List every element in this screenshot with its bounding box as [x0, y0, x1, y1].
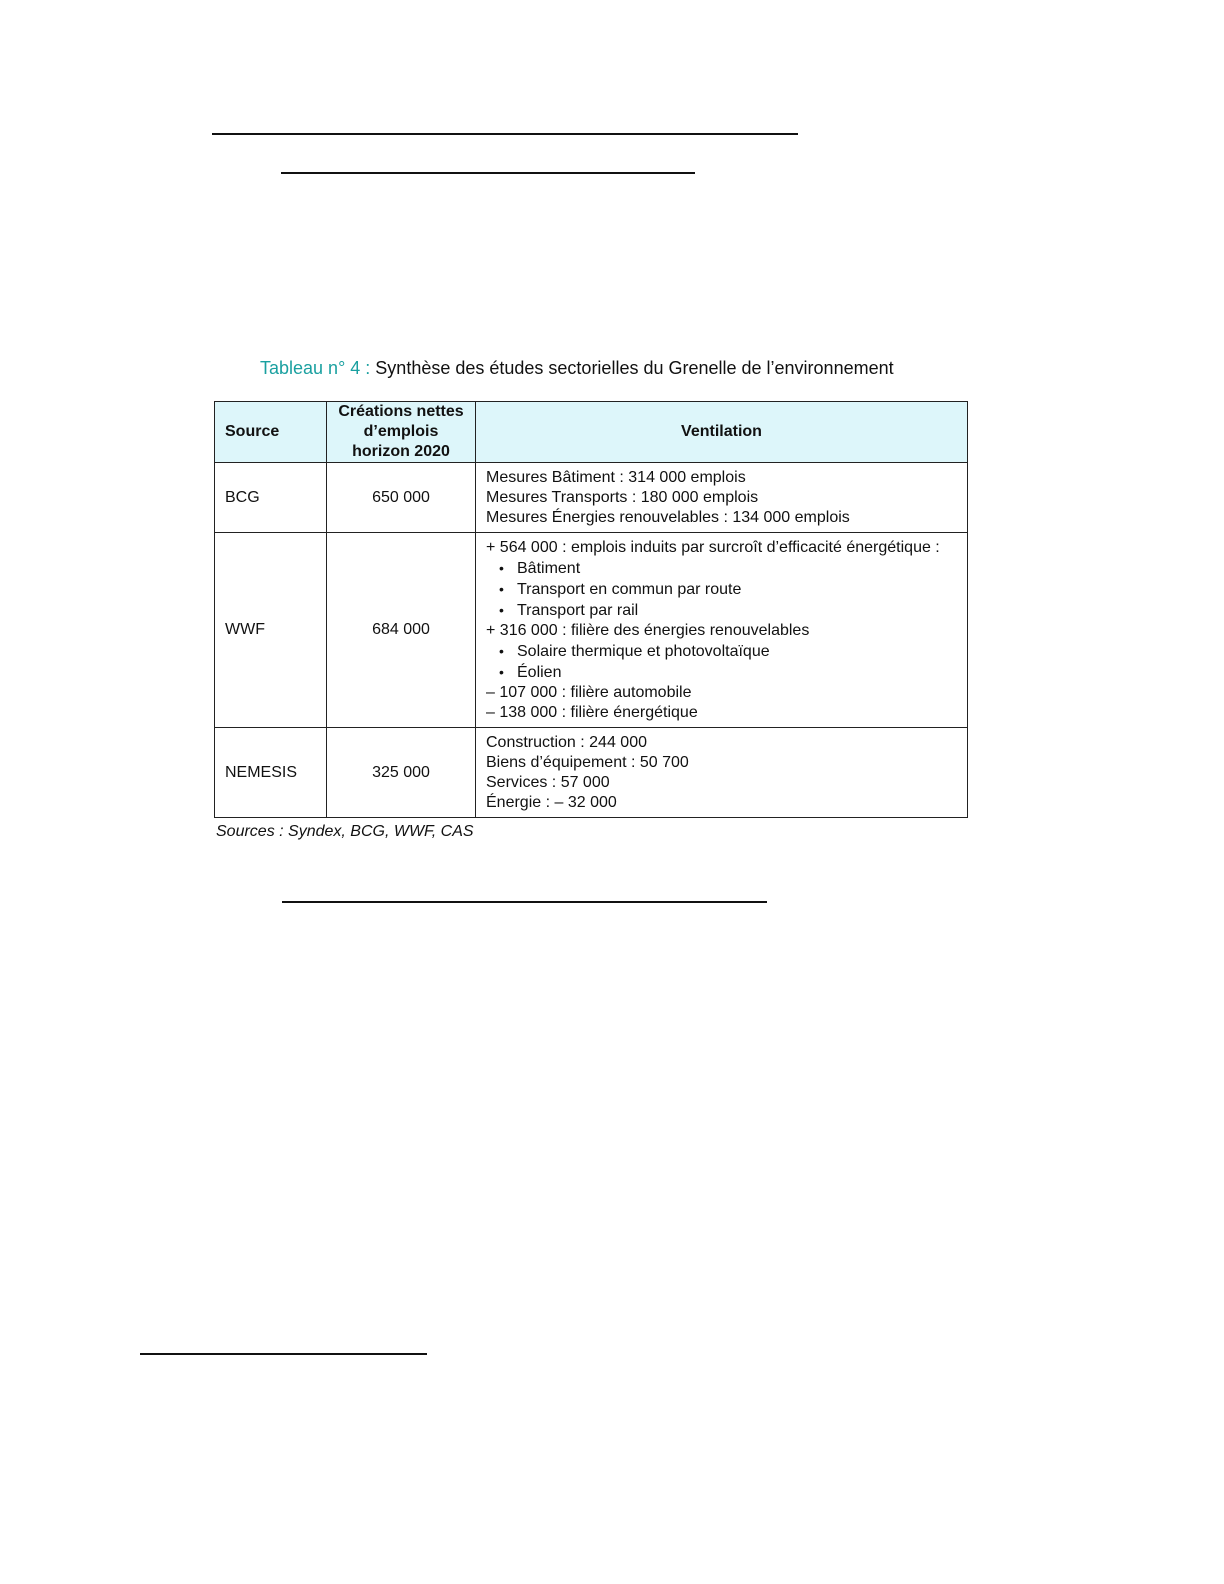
- ventilation-text: Bâtiment: [517, 560, 581, 577]
- footnote-separator: [140, 1353, 427, 1355]
- ventilation-line: Biens d’équipement : 50 700: [486, 754, 689, 771]
- ventilation-text: Solaire thermique et photovoltaïque: [517, 643, 770, 660]
- ventilation-line: – 138 000 : filière énergétique: [486, 704, 698, 721]
- cell-source: NEMESIS: [215, 728, 327, 818]
- ventilation-line: Services : 57 000: [486, 774, 610, 791]
- header-ventilation: Ventilation: [476, 402, 968, 463]
- cell-jobs: 325 000: [327, 728, 476, 818]
- header-jobs-line: Créations nettes: [338, 403, 464, 420]
- ventilation-bullet-item: [486, 558, 957, 579]
- divider-line: [212, 133, 798, 135]
- table-body: [215, 463, 968, 818]
- ventilation-text: Transport en commun par route: [517, 581, 742, 598]
- ventilation-line: Mesures Transports : 180 000 emplois: [486, 489, 759, 506]
- ventilation-line: Mesures Bâtiment : 314 000 emplois: [486, 469, 746, 486]
- ventilation-line: Construction : 244 000: [486, 734, 647, 751]
- header-source: Source: [215, 402, 327, 463]
- ventilation-line: Énergie : – 32 000: [486, 794, 617, 811]
- header-jobs-line: d’emplois: [363, 423, 439, 440]
- caption-prefix: Tableau n° 4 :: [260, 358, 371, 378]
- ventilation-bullet-item: [486, 600, 957, 621]
- header-jobs-line: horizon 2020: [352, 443, 450, 460]
- ventilation-text: Transport par rail: [517, 602, 639, 619]
- table-caption: [260, 358, 894, 379]
- divider-line: [282, 901, 767, 903]
- ventilation-line: – 107 000 : filière automobile: [486, 684, 692, 701]
- cell-ventilation: [476, 728, 968, 818]
- ventilation-line: + 316 000 : filière des énergies renouvelables: [486, 622, 810, 639]
- table-header-row: [215, 402, 968, 463]
- ventilation-line: Mesures Énergies renouvelables : 134 000 emplois: [486, 509, 850, 526]
- table-row: [215, 533, 968, 728]
- cell-jobs: 650 000: [327, 463, 476, 533]
- cell-ventilation: [476, 533, 968, 728]
- bullet-icon: •: [499, 643, 504, 659]
- cell-source: WWF: [215, 533, 327, 728]
- bullet-icon: •: [499, 602, 504, 618]
- table-row: [215, 463, 968, 533]
- bullet-icon: •: [499, 664, 504, 680]
- ventilation-bullet-item: [486, 641, 957, 662]
- bullet-icon: •: [499, 560, 504, 576]
- caption-text: Synthèse des études sectorielles du Grenelle de l’environnement: [375, 358, 894, 378]
- ventilation-line: + 564 000 : emplois induits par surcroît d’efficacité énergétique :: [486, 539, 940, 556]
- ventilation-bullet-item: [486, 662, 957, 683]
- ventilation-bullet-item: [486, 579, 957, 600]
- cell-ventilation: [476, 463, 968, 533]
- table-row: [215, 728, 968, 818]
- cell-jobs: 684 000: [327, 533, 476, 728]
- bullet-icon: •: [499, 581, 504, 597]
- header-jobs: [327, 402, 476, 463]
- cell-source: BCG: [215, 463, 327, 533]
- ventilation-text: Éolien: [517, 664, 562, 681]
- synthesis-table: [214, 401, 968, 818]
- divider-line: [281, 172, 695, 174]
- sources-note: Sources : Syndex, BCG, WWF, CAS: [216, 823, 474, 840]
